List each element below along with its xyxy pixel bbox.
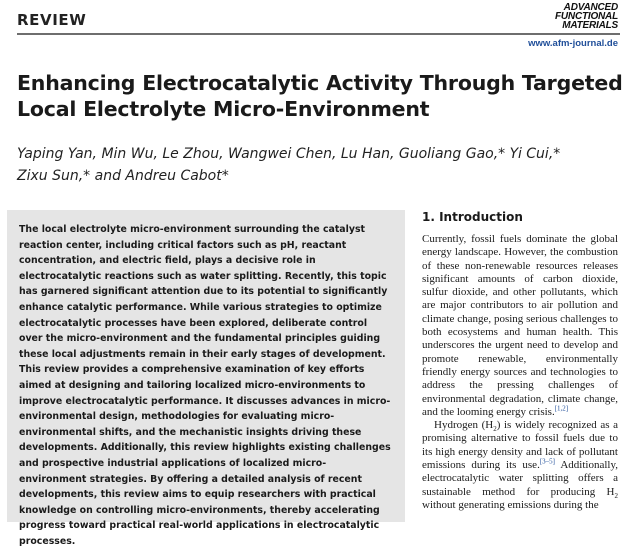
header-divider [17, 33, 620, 35]
section-label: REVIEW [17, 11, 87, 29]
abstract-box [7, 210, 405, 547]
authors-line-1: Yaping Yan, Min Wu, Le Zhou, Wangwei Chen, Lu Han, Guoliang Gao,* Yi Cui,* [17, 146, 561, 162]
article-title: Enhancing Electrocatalytic Activity Through Targeted Local Electrolyte Micro-Environment [17, 71, 623, 121]
introduction-body [422, 233, 618, 512]
intro-paragraph-1 [422, 233, 618, 419]
intro-text-span: Additionally, electrocatalytic water splitting offers a sustainable method for producing H [422, 459, 619, 498]
subscript: 2 [614, 491, 618, 500]
citation-link[interactable]: [3–5] [539, 457, 555, 466]
logo-line-1: ADVANCED [563, 2, 618, 13]
section-heading-introduction: 1. Introduction [422, 210, 523, 224]
logo-line-3: MATERIALS [562, 20, 618, 31]
subscript: 2 [493, 425, 497, 434]
citation-link[interactable]: [1,2] [554, 404, 569, 413]
intro-text-span: without generating emissions during the [422, 498, 599, 511]
intro-text-span: ) is widely recognized as a promising alternative to fossil fuels due to its high energy density and lack of pollutant emissions during its use. [422, 419, 618, 472]
authors-line-2: Zixu Sun,* and Andreu Cabot* [17, 168, 229, 184]
author-list [17, 143, 577, 187]
intro-paragraph-1-text: Currently, fossil fuels dominate the global energy landscape. However, the combustion of these non-renewable resources releases significant amounts of carbon dioxide, sulfur dioxide, and other pollutants, which are major contributors to air pollution and climate change, posing serious challenges to both ecosystems and human health. This underscores the urgent need to develop and promote renewable, environmentally friendly energy sources and technologies to address the pressing challenges of environmental degradation, climate change, and the looming energy crisis. [422, 233, 618, 418]
intro-paragraph-2 [422, 419, 618, 512]
journal-logo[interactable] [555, 3, 618, 30]
abstract-text: The local electrolyte micro-environment surrounding the catalyst reaction center, including critical factors such as pH, reactant concentration, and electric field, plays a decisive role in electrocatalytic reactions such as water splitting. Recently, this topic has garnered significant attention due to its potential to significantly enhance catalytic performance. While various strategies to optimize electrocatalytic processes have been explored, deliberate control over the micro-environment and the fundamental principles guiding these local adjustments remain in their early stages of development. This review provides a comprehensive examination of key efforts aimed at designing and tailoring localized micro-environments to improve electrocatalytic performance. It discusses advances in micro-environmental design, methodologies for evaluating micro-environmental shifts, and the mechanistic insights driving these developments. Additionally, this review highlights existing challenges and prospective industrial applications of localized micro-environment strategies. By offering a detailed analysis of recent developments, this review aims to equip researchers with practical knowledge on controlling micro-environments, thereby accelerating progress toward practical real-world applications in electrocatalytic processes. [19, 224, 391, 547]
journal-url-link[interactable]: www.afm-journal.de [528, 38, 618, 49]
logo-line-2: FUNCTIONAL [555, 11, 618, 22]
intro-text-span: Hydrogen (H [434, 419, 494, 432]
